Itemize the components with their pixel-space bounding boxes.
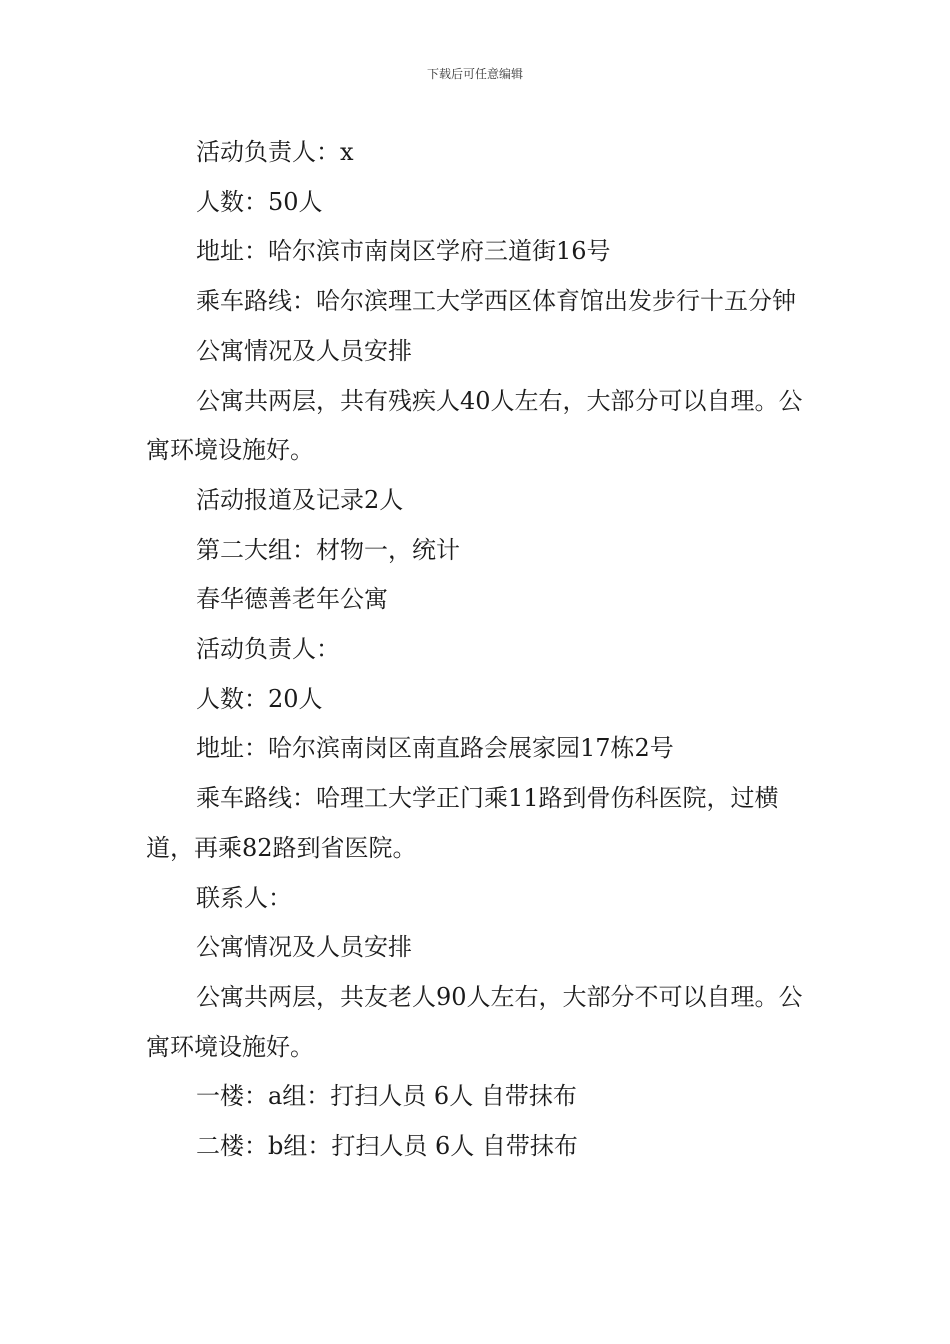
- paragraph: 活动负责人：x: [196, 138, 354, 166]
- paragraph: 公寓共两层，共有残疾人40人左右，大部分可以自理。公寓环境设施好。: [146, 386, 803, 465]
- page-header: 下载后可任意编辑: [426, 67, 523, 81]
- paragraph: 一楼：a组：打扫人员 6人 自带抹布: [196, 1082, 577, 1111]
- paragraph: 活动报道及记录2人: [196, 485, 404, 514]
- paragraph: 春华德善老年公寓: [196, 585, 388, 614]
- paragraph: 乘车路线：哈尔滨理工大学西区体育馆出发步行十五分钟: [196, 287, 796, 316]
- paragraph: 公寓共两层，共友老人90人左右，大部分不可以自理。公寓环境设施好。: [146, 982, 803, 1061]
- paragraph: 二楼：b组：打扫人员 6人 自带抹布: [196, 1132, 578, 1161]
- paragraph: 地址：哈尔滨南岗区南直路会展家园17栋2号: [196, 734, 674, 763]
- paragraph: 人数：50人: [196, 187, 323, 216]
- paragraph: 公寓情况及人员安排: [196, 933, 412, 962]
- paragraph: 公寓情况及人员安排: [196, 336, 412, 365]
- document-body: [146, 128, 816, 1172]
- paragraph: 联系人：: [196, 883, 292, 912]
- paragraph: 第二大组：材物一，统计: [196, 535, 460, 564]
- paragraph: 人数：20人: [196, 684, 323, 713]
- paragraph: 乘车路线：哈理工大学正门乘11路到骨伤科医院，过横道，再乘82路到省医院。: [146, 784, 779, 862]
- paragraph: 地址：哈尔滨市南岗区学府三道街16号: [196, 237, 611, 266]
- paragraph: 活动负责人：: [196, 635, 340, 664]
